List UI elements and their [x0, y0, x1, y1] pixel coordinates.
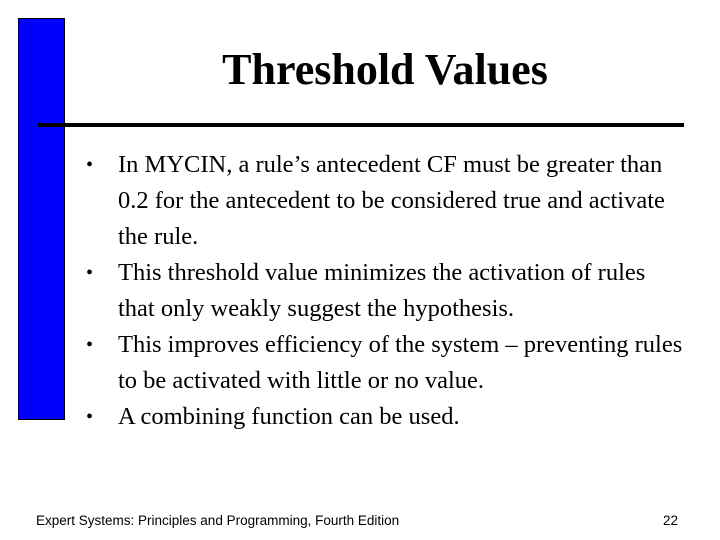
bullet-icon: •	[86, 406, 94, 428]
bullet-item	[86, 255, 686, 327]
bullet-list	[86, 147, 686, 435]
page-number: 22	[662, 513, 678, 528]
bullet-text: In MYCIN, a rule’s antecedent CF must be greater than 0.2 for the antecedent to be considered true and activate the rule.	[118, 151, 665, 250]
bullet-icon: •	[86, 334, 94, 356]
accent-bar	[18, 18, 65, 420]
bullet-icon: •	[86, 262, 94, 284]
bullet-text: A combining function can be used.	[118, 403, 460, 430]
bullet-item	[86, 399, 686, 435]
bullet-item	[86, 147, 686, 255]
bullet-text: This threshold value minimizes the activation of rules that only weakly suggest the hypothesis.	[118, 259, 646, 322]
slide-title: Threshold Values	[222, 45, 548, 94]
bullet-text: This improves efficiency of the system – preventing rules to be activated with little or no value.	[118, 331, 683, 394]
bullet-item	[86, 327, 686, 399]
title-divider	[38, 123, 684, 127]
bullet-icon: •	[86, 154, 94, 176]
footer-text: Expert Systems: Principles and Programming, Fourth Edition	[36, 513, 400, 528]
